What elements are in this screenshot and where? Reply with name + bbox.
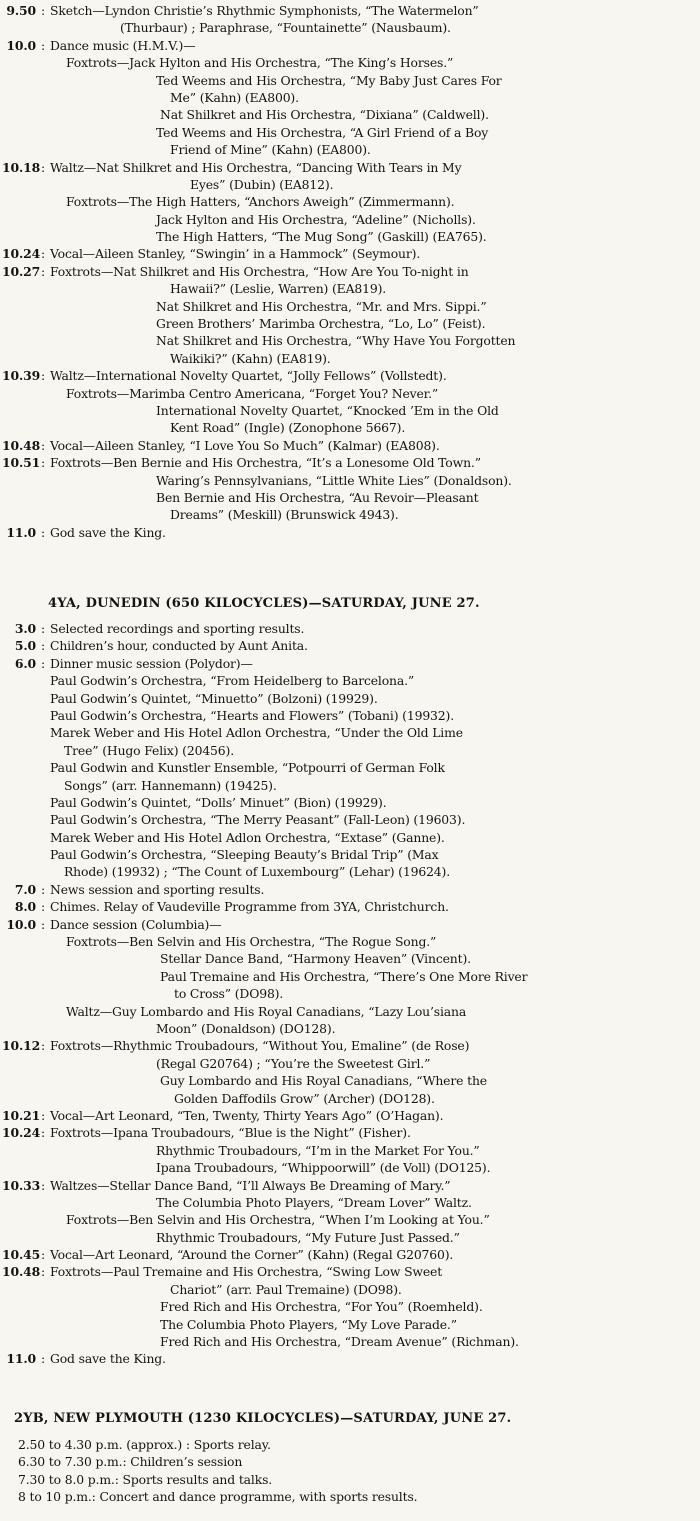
programme-text: Waltz—International Novelty Quartet, “Jolly Fellows” (Vollstedt). (50, 368, 447, 384)
programme-line (0, 690, 700, 707)
programme-line (0, 863, 700, 880)
time-range: 6.30 to 7.30 p.m.: (18, 1454, 127, 1470)
time-label: 10.27 (2, 263, 41, 279)
programme-text: Ipana Troubadours, “Whippoorwill” (de Voll) (DO125). (156, 1160, 491, 1176)
programme-line (0, 72, 700, 89)
time-label: 10.24 (2, 246, 41, 262)
programme-text: Paul Godwin’s Orchestra, “The Merry Peasant” (Fall-Leon) (19603). (50, 812, 466, 828)
programme-text: Me” (Kahn) (EA800). (170, 89, 299, 105)
programme-line (0, 332, 700, 349)
programme-line (0, 19, 700, 36)
programme-line (0, 933, 700, 950)
separator: : (40, 455, 46, 471)
programme-text: News session and sporting results. (50, 881, 265, 897)
separator: : (40, 1038, 46, 1054)
programme-line (0, 211, 700, 228)
time-label: 10.48 (2, 437, 41, 453)
programme-line (0, 524, 700, 541)
programme-text: Green Brothers’ Marimba Orchestra, “Lo, Lo” (Feist). (156, 316, 486, 332)
programme-line (0, 2, 700, 19)
programme-line (0, 1263, 700, 1280)
station-heading-4ya: 4YA, DUNEDIN (650 KILOCYCLES)—SATURDAY, JUNE 27. (48, 596, 480, 611)
programme-text: Marek Weber and His Hotel Adlon Orchestra, “Extase” (Ganne). (50, 829, 445, 845)
programme-line (0, 280, 700, 297)
programme-text: Fred Rich and His Orchestra, “Dream Avenue” (Richman). (160, 1334, 519, 1350)
programme-text: Dance music (H.M.V.)— (50, 37, 196, 53)
programme-line (0, 245, 700, 262)
programme-line (0, 263, 700, 280)
programme-line (0, 1229, 700, 1246)
programme-text: Stellar Dance Band, “Harmony Heaven” (Vincent). (160, 951, 471, 967)
programme-block-4ya (0, 620, 700, 1368)
time-label: 5.0 (14, 638, 36, 654)
programme-text: International Novelty Quartet, “Knocked ’Em in the Old (156, 402, 499, 418)
time-label: 10.24 (2, 1125, 41, 1141)
programme-text: Eyes” (Dubin) (EA812). (190, 176, 334, 192)
time-range: 2.50 to 4.30 p.m. (approx.) : (18, 1437, 190, 1452)
programme-text: Marek Weber and His Hotel Adlon Orchestra, “Under the Old Lime (50, 725, 463, 741)
programme-text: Children’s hour, conducted by Aunt Anita. (50, 638, 308, 654)
programme-text: Moon” (Donaldson) (DO128). (156, 1020, 336, 1036)
programme-text: Foxtrots—Jack Hylton and His Orchestra, “The King’s Horses.” (66, 55, 454, 71)
time-label: 11.0 (6, 524, 36, 540)
time-range: 8 to 10 p.m.: (18, 1489, 96, 1505)
programme-text: God save the King. (50, 1351, 166, 1367)
separator: : (40, 621, 46, 636)
programme-text: Songs” (arr. Hannemann) (19425). (64, 777, 277, 793)
separator: : (40, 899, 46, 915)
separator: : (40, 916, 46, 932)
separator: : (40, 3, 46, 18)
programme-line (0, 742, 700, 759)
separator: : (40, 1177, 46, 1193)
programme-text: Vocal—Aileen Stanley, “Swingin’ in a Hammock” (Seymour). (50, 246, 421, 262)
programme-text: Paul Godwin’s Orchestra, “Hearts and Flowers” (Tobani) (19932). (50, 707, 454, 723)
programme-text: Paul Godwin and Kunstler Ensemble, “Potpourri of German Folk (50, 760, 445, 776)
programme-line (0, 367, 700, 384)
programme-text: Vocal—Art Leonard, “Ten, Twenty, Thirty Years Ago” (O’Hagan). (50, 1107, 444, 1123)
schedule-line (0, 1453, 700, 1470)
time-label: 10.39 (2, 368, 41, 384)
separator: : (40, 437, 46, 453)
programme-text: Dance session (Columbia)— (50, 916, 222, 932)
programme-text: Sketch—Lyndon Christie’s Rhythmic Symphonists, “The Watermelon” (50, 3, 479, 18)
programme-line (0, 54, 700, 71)
programme-line (0, 298, 700, 315)
schedule-text: Children’s session (130, 1454, 243, 1470)
programme-text: (Regal G20764) ; “You’re the Sweetest Girl.” (156, 1055, 431, 1071)
programme-line (0, 228, 700, 245)
time-label: 10.0 (6, 37, 36, 53)
programme-text: Ted Weems and His Orchestra, “A Girl Friend of a Boy (156, 124, 489, 140)
programme-text: Rhythmic Troubadours, “My Future Just Passed.” (156, 1229, 460, 1245)
time-label: 10.18 (2, 159, 41, 175)
time-label: 10.33 (2, 1177, 41, 1193)
programme-line (0, 106, 700, 123)
programme-line (0, 950, 700, 967)
programme-text: Nat Shilkret and His Orchestra, “Why Have You Forgotten (156, 333, 516, 349)
programme-line (0, 655, 700, 672)
programme-block-2yb (0, 1436, 700, 1506)
programme-line (0, 1020, 700, 1037)
time-label: 6.0 (14, 655, 36, 671)
programme-line (0, 176, 700, 193)
programme-text: Ted Weems and His Orchestra, “My Baby Just Cares For (156, 72, 502, 88)
programme-line (0, 350, 700, 367)
programme-line (0, 89, 700, 106)
programme-line (0, 1072, 700, 1089)
time-label: 9.50 (6, 3, 36, 18)
programme-text: Guy Lombardo and His Royal Canadians, “Where the (160, 1073, 487, 1089)
programme-text: Waring’s Pennsylvanians, “Little White Lies” (Donaldson). (156, 472, 512, 488)
separator: : (40, 1125, 46, 1141)
programme-text: Rhode) (19932) ; “The Count of Luxembourg” (Lehar) (19624). (64, 864, 451, 880)
programme-line (0, 1055, 700, 1072)
programme-line (0, 881, 700, 898)
programme-text: Ben Bernie and His Orchestra, “Au Revoir—Pleasant (156, 489, 479, 505)
programme-text: Foxtrots—Marimba Centro Americana, “Forget You? Never.” (66, 385, 439, 401)
programme-text: Waltz—Guy Lombardo and His Royal Canadians, “Lazy Lou’siana (66, 1003, 467, 1019)
programme-line (0, 1159, 700, 1176)
programme-text: Foxtrots—The High Hatters, “Anchors Aweigh” (Zimmermann). (66, 194, 455, 210)
programme-text: Nat Shilkret and His Orchestra, “Mr. and Mrs. Sippi.” (156, 298, 487, 314)
time-label: 10.21 (2, 1107, 41, 1123)
programme-text: Paul Godwin’s Orchestra, “Sleeping Beauty’s Bridal Trip” (Max (50, 847, 439, 863)
programme-text: Golden Daffodils Grow” (Archer) (DO128). (174, 1090, 435, 1106)
schedule-line (0, 1436, 700, 1453)
separator: : (40, 524, 46, 540)
programme-text: to Cross” (DO98). (174, 986, 284, 1002)
programme-line (0, 846, 700, 863)
schedule-text: Concert and dance programme, with sports results. (99, 1489, 418, 1505)
programme-line (0, 402, 700, 419)
time-label: 11.0 (6, 1351, 36, 1367)
programme-line (0, 724, 700, 741)
programme-line (0, 672, 700, 689)
programme-line (0, 1350, 700, 1367)
programme-line (0, 1246, 700, 1263)
separator: : (40, 881, 46, 897)
programme-line (0, 916, 700, 933)
programme-text: Tree” (Hugo Felix) (20456). (64, 742, 234, 758)
programme-text: Hawaii?” (Leslie, Warren) (EA819). (170, 281, 387, 297)
programme-line (0, 1177, 700, 1194)
programme-line (0, 1298, 700, 1315)
separator: : (40, 37, 46, 53)
programme-text: Jack Hylton and His Orchestra, “Adeline” (Nicholls). (156, 211, 476, 227)
programme-text: Foxtrots—Paul Tremaine and His Orchestra, “Swing Low Sweet (50, 1264, 443, 1280)
programme-line (0, 1037, 700, 1054)
programme-text: Paul Godwin’s Orchestra, “From Heidelberg to Barcelona.” (50, 673, 415, 689)
programme-line (0, 968, 700, 985)
programme-line (0, 159, 700, 176)
programme-line (0, 1003, 700, 1020)
programme-line (0, 707, 700, 724)
programme-line (0, 1107, 700, 1124)
programme-text: Selected recordings and sporting results. (50, 621, 305, 636)
programme-line (0, 1281, 700, 1298)
time-label: 10.48 (2, 1264, 41, 1280)
programme-text: Nat Shilkret and His Orchestra, “Dixiana” (Caldwell). (160, 107, 489, 123)
programme-text: Chimes. Relay of Vaudeville Programme from 3YA, Christchurch. (50, 899, 449, 915)
programme-line (0, 1194, 700, 1211)
programme-line (0, 141, 700, 158)
programme-line (0, 472, 700, 489)
programme-text: Foxtrots—Ipana Troubadours, “Blue is the Night” (Fisher). (50, 1125, 411, 1141)
time-label: 10.0 (6, 916, 36, 932)
programme-text: The High Hatters, “The Mug Song” (Gaskill) (EA765). (156, 229, 487, 245)
programme-text: The Columbia Photo Players, “Dream Lover” Waltz. (156, 1194, 472, 1210)
programme-line (0, 1211, 700, 1228)
programme-line (0, 124, 700, 141)
programme-text: Dreams” (Meskill) (Brunswick 4943). (170, 507, 399, 523)
programme-line (0, 419, 700, 436)
programme-text: Fred Rich and His Orchestra, “For You” (Roemheld). (160, 1299, 483, 1315)
separator: : (40, 655, 46, 671)
programme-line (0, 985, 700, 1002)
separator: : (40, 246, 46, 262)
schedule-line (0, 1471, 700, 1488)
programme-line (0, 489, 700, 506)
programme-block-continued (0, 2, 700, 541)
programme-text: Rhythmic Troubadours, “I’m in the Market For You.” (156, 1142, 480, 1158)
programme-text: Foxtrots—Ben Selvin and His Orchestra, “The Rogue Song.” (66, 934, 437, 950)
separator: : (40, 1107, 46, 1123)
programme-line (0, 620, 700, 637)
programme-line (0, 437, 700, 454)
programme-line (0, 759, 700, 776)
programme-line (0, 37, 700, 54)
programme-line (0, 777, 700, 794)
station-heading-2yb: 2YB, NEW PLYMOUTH (1230 KILOCYCLES)—SATURDAY, JUNE 27. (14, 1411, 512, 1426)
schedule-text: Sports results and talks. (122, 1471, 273, 1487)
programme-text: Foxtrots—Ben Bernie and His Orchestra, “It’s a Lonesome Old Town.” (50, 455, 481, 471)
programme-text: Vocal—Art Leonard, “Around the Corner” (Kahn) (Regal G20760). (50, 1247, 454, 1263)
time-label: 7.0 (14, 881, 36, 897)
programme-line (0, 794, 700, 811)
time-label: 10.51 (2, 455, 41, 471)
time-label: 10.12 (2, 1038, 41, 1054)
separator: : (40, 1247, 46, 1263)
programme-line (0, 1142, 700, 1159)
programme-line (0, 385, 700, 402)
schedule-line (0, 1488, 700, 1505)
programme-line (0, 1090, 700, 1107)
programme-text: Waikiki?” (Kahn) (EA819). (170, 350, 331, 366)
programme-line (0, 829, 700, 846)
time-label: 10.45 (2, 1247, 41, 1263)
programme-line (0, 637, 700, 654)
time-range: 7.30 to 8.0 p.m.: (18, 1471, 119, 1487)
programme-line (0, 315, 700, 332)
separator: : (40, 638, 46, 654)
programme-text: Chariot” (arr. Paul Tremaine) (DO98). (170, 1281, 402, 1297)
programme-text: Foxtrots—Nat Shilkret and His Orchestra, “How Are You To-night in (50, 263, 469, 279)
programme-text: Friend of Mine” (Kahn) (EA800). (170, 142, 371, 158)
programme-line (0, 1333, 700, 1350)
programme-text: Waltz—Nat Shilkret and His Orchestra, “Dancing With Tears in My (50, 159, 462, 175)
programme-text: The Columbia Photo Players, “My Love Parade.” (160, 1316, 457, 1332)
programme-line (0, 454, 700, 471)
programme-text: Foxtrots—Rhythmic Troubadours, “Without You, Emaline” (de Rose) (50, 1038, 470, 1054)
separator: : (40, 263, 46, 279)
programme-text: Dinner music session (Polydor)— (50, 655, 253, 671)
programme-text: Kent Road” (Ingle) (Zonophone 5667). (170, 420, 406, 436)
separator: : (40, 159, 46, 175)
time-label: 8.0 (14, 899, 36, 915)
programme-line (0, 193, 700, 210)
programme-text: Paul Tremaine and His Orchestra, “There’s One More River (160, 968, 528, 984)
schedule-text: Sports relay. (193, 1437, 271, 1452)
programme-text: Vocal—Aileen Stanley, “I Love You So Much” (Kalmar) (EA808). (50, 437, 440, 453)
programme-text: God save the King. (50, 524, 166, 540)
programme-text: Waltzes—Stellar Dance Band, “I’ll Always Be Dreaming of Mary.” (50, 1177, 451, 1193)
programme-line (0, 811, 700, 828)
programme-text: Foxtrots—Ben Selvin and His Orchestra, “When I’m Looking at You.” (66, 1212, 490, 1228)
programme-line (0, 506, 700, 523)
time-label: 3.0 (14, 621, 36, 636)
programme-line (0, 1124, 700, 1141)
programme-text: Paul Godwin’s Quintet, “Dolls’ Minuet” (Bion) (19929). (50, 794, 387, 810)
programme-text: (Thurbaur) ; Paraphrase, “Fountainette” (Nausbaum). (120, 20, 451, 36)
programme-line (0, 898, 700, 915)
separator: : (40, 368, 46, 384)
separator: : (40, 1264, 46, 1280)
programme-text: Paul Godwin’s Quintet, “Minuetto” (Bolzoni) (19929). (50, 690, 378, 706)
programme-line (0, 1316, 700, 1333)
separator: : (40, 1351, 46, 1367)
